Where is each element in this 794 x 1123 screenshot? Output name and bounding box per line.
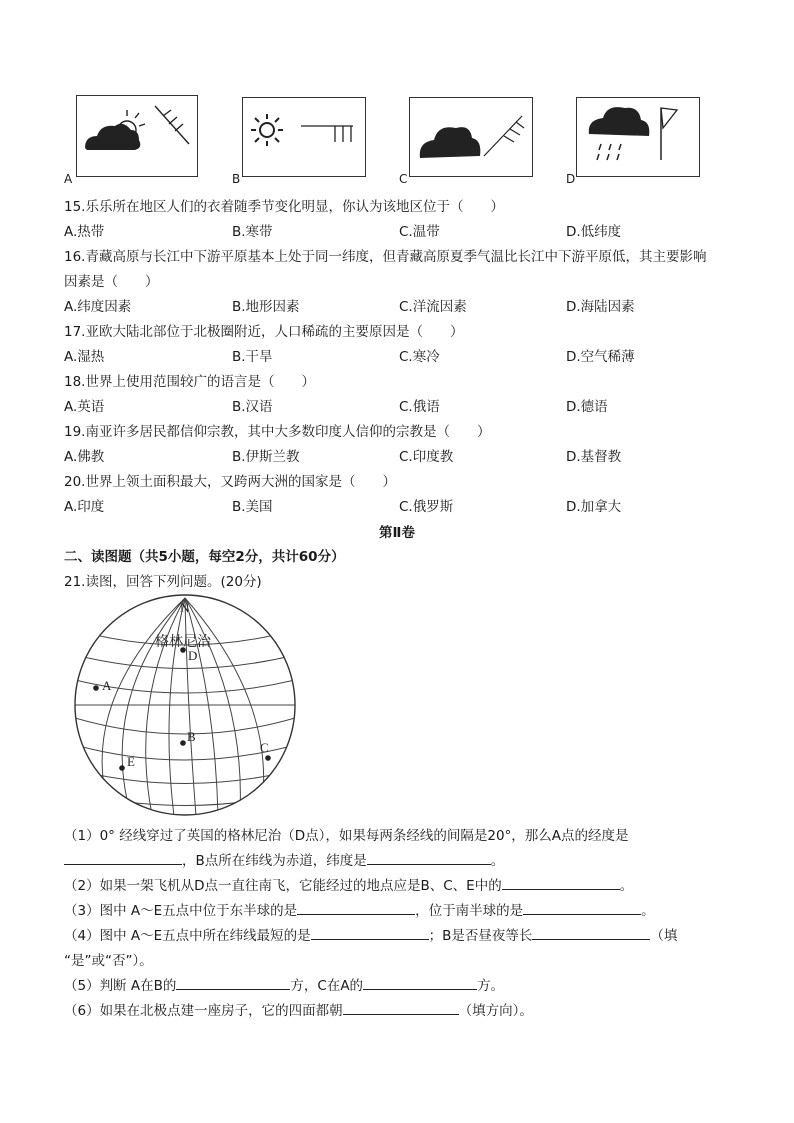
question-17-stem: 17.亚欧大陆北部位于北极圈附近，人口稀疏的主要原因是（ ）: [64, 324, 464, 340]
q21-sub1-line2: [64, 849, 504, 869]
q16-option-b: B.地形因素: [232, 299, 300, 315]
q21-sub5-text-c: 方。: [477, 978, 505, 994]
q15-option-a: A.热带: [64, 224, 105, 240]
q21-sub1-text-b: ，B点所在纬线为赤道，纬度是: [182, 853, 367, 869]
q19-option-a: A.佛教: [64, 449, 105, 465]
q21-sub3-text-c: 。: [641, 903, 655, 919]
q19-option-d: D.基督教: [566, 449, 622, 465]
q18-option-c: C.俄语: [399, 399, 440, 415]
q21-sub1-text-a: （1）0° 经线穿过了英国的格林尼治（D点），如果每两条经线的间隔是20°，那么A点的经度是: [64, 828, 629, 844]
q20-option-d: D.加拿大: [566, 499, 622, 515]
north-pole-label: N: [180, 600, 190, 615]
point-e: [119, 765, 125, 771]
weather-option-a-box: [76, 95, 198, 177]
overcast-wind-icon: [410, 98, 532, 176]
question-16-stem-line2: 因素是（ ）: [64, 274, 159, 290]
q21-sub4-line1: [64, 924, 677, 944]
q21-sub4-line2: “是”或“否”）。: [64, 953, 153, 969]
q17-option-c: C.寒冷: [399, 349, 440, 365]
option-label-c: C: [399, 172, 408, 186]
answer-blank-southern-hemisphere[interactable]: [523, 900, 641, 915]
cloudy-with-sun-wind-icon: [77, 96, 197, 176]
q21-sub2-text-a: （2）如果一架飞机从D点一直往南飞，它能经过的地点应是B、C、E中的: [64, 878, 502, 894]
question-21-stem: 21.读图，回答下列问题。(20分): [64, 574, 262, 590]
rain-flag-wind-icon: [577, 98, 699, 176]
answer-blank-shortest-latitude[interactable]: [311, 925, 429, 940]
q15-option-d: D.低纬度: [566, 224, 622, 240]
point-c: [265, 755, 271, 761]
section-2-title: 二、读图题（共5小题，每空2分，共计60分）: [64, 549, 345, 565]
q16-option-a: A.纬度因素: [64, 299, 132, 315]
q21-sub4-text-a: （4）图中 A～E五点中所在纬线最短的是: [64, 928, 311, 944]
q21-sub6-text-a: （6）如果在北极点建一座房子，它的四面都朝: [64, 1003, 343, 1019]
point-a: [93, 685, 99, 691]
q20-option-b: B.美国: [232, 499, 273, 515]
answer-blank-north-pole-direction[interactable]: [343, 1000, 459, 1015]
point-a-label: A: [102, 678, 112, 693]
point-c-label: C: [260, 740, 269, 755]
point-d-label: D: [188, 648, 198, 663]
point-e-label: E: [127, 754, 135, 769]
sunny-wind-icon: [243, 98, 365, 176]
option-label-b: B: [232, 172, 241, 186]
q21-sub2-line: [64, 874, 633, 894]
q21-sub1-text-c: 。: [490, 853, 505, 869]
q21-sub5-line: [64, 974, 504, 994]
q21-sub4-text-c: （填: [650, 928, 678, 944]
option-label-d: D: [566, 172, 576, 186]
q18-option-a: A.英语: [64, 399, 105, 415]
q21-sub5-text-a: （5）判断 A在B的: [64, 978, 177, 994]
answer-blank-flight-point[interactable]: [502, 875, 620, 890]
q17-option-b: B.干旱: [232, 349, 273, 365]
q16-option-d: D.海陆因素: [566, 299, 635, 315]
question-16-stem-line1: 16.青藏高原与长江中下游平原基本上处于同一纬度，但青藏高原夏季气温比长江中下游平原低，其主要影响: [64, 249, 707, 265]
q21-sub3-line: [64, 899, 655, 919]
greenwich-label: 格林尼治: [155, 634, 211, 650]
question-20-stem: 20.世界上领土面积最大，又跨两大洲的国家是（ ）: [64, 474, 396, 490]
q18-option-b: B.汉语: [232, 399, 273, 415]
part-2-title: 第Ⅱ卷: [379, 525, 415, 541]
weather-option-b-box: [242, 97, 366, 177]
point-b: [180, 740, 186, 746]
weather-option-d-box: [576, 97, 700, 177]
q21-sub3-text-b: ，位于南半球的是: [415, 903, 524, 919]
q21-sub5-text-b: 方，C在A的: [290, 978, 364, 994]
q15-option-b: B.寒带: [232, 224, 273, 240]
answer-blank-a-relative-b[interactable]: [176, 975, 290, 990]
answer-blank-equal-day-night[interactable]: [532, 925, 650, 940]
q18-option-d: D.德语: [566, 399, 608, 415]
q16-option-c: C.洋流因素: [399, 299, 467, 315]
question-15-stem: 15.乐乐所在地区人们的衣着随季节变化明显，你认为该地区位于（ ）: [64, 199, 504, 215]
q17-option-d: D.空气稀薄: [566, 349, 635, 365]
q19-option-c: C.印度教: [399, 449, 454, 465]
q21-sub1-line1: [64, 824, 629, 844]
q21-sub4-text-b: ；B是否昼夜等长: [428, 928, 533, 944]
q21-sub6-text-b: （填方向）。: [458, 1003, 533, 1019]
answer-blank-b-latitude[interactable]: [367, 850, 491, 865]
q21-sub2-text-b: 。: [619, 878, 634, 894]
globe-diagram: [60, 590, 310, 820]
q17-option-a: A.湿热: [64, 349, 105, 365]
option-label-a: A: [64, 172, 73, 186]
q15-option-c: C.温带: [399, 224, 440, 240]
q19-option-b: B.伊斯兰教: [232, 449, 300, 465]
point-b-label: B: [187, 729, 196, 744]
question-19-stem: 19.南亚许多居民都信仰宗教，其中大多数印度人信仰的宗教是（ ）: [64, 424, 491, 440]
q21-sub3-text-a: （3）图中 A～E五点中位于东半球的是: [64, 903, 298, 919]
weather-option-c-box: [409, 97, 533, 177]
q20-option-c: C.俄罗斯: [399, 499, 454, 515]
q20-option-a: A.印度: [64, 499, 105, 515]
answer-blank-eastern-hemisphere[interactable]: [297, 900, 415, 915]
answer-blank-a-longitude[interactable]: [64, 850, 182, 865]
question-18-stem: 18.世界上使用范围较广的语言是（ ）: [64, 374, 315, 390]
answer-blank-c-relative-a[interactable]: [363, 975, 477, 990]
q21-sub6-line: [64, 999, 533, 1019]
